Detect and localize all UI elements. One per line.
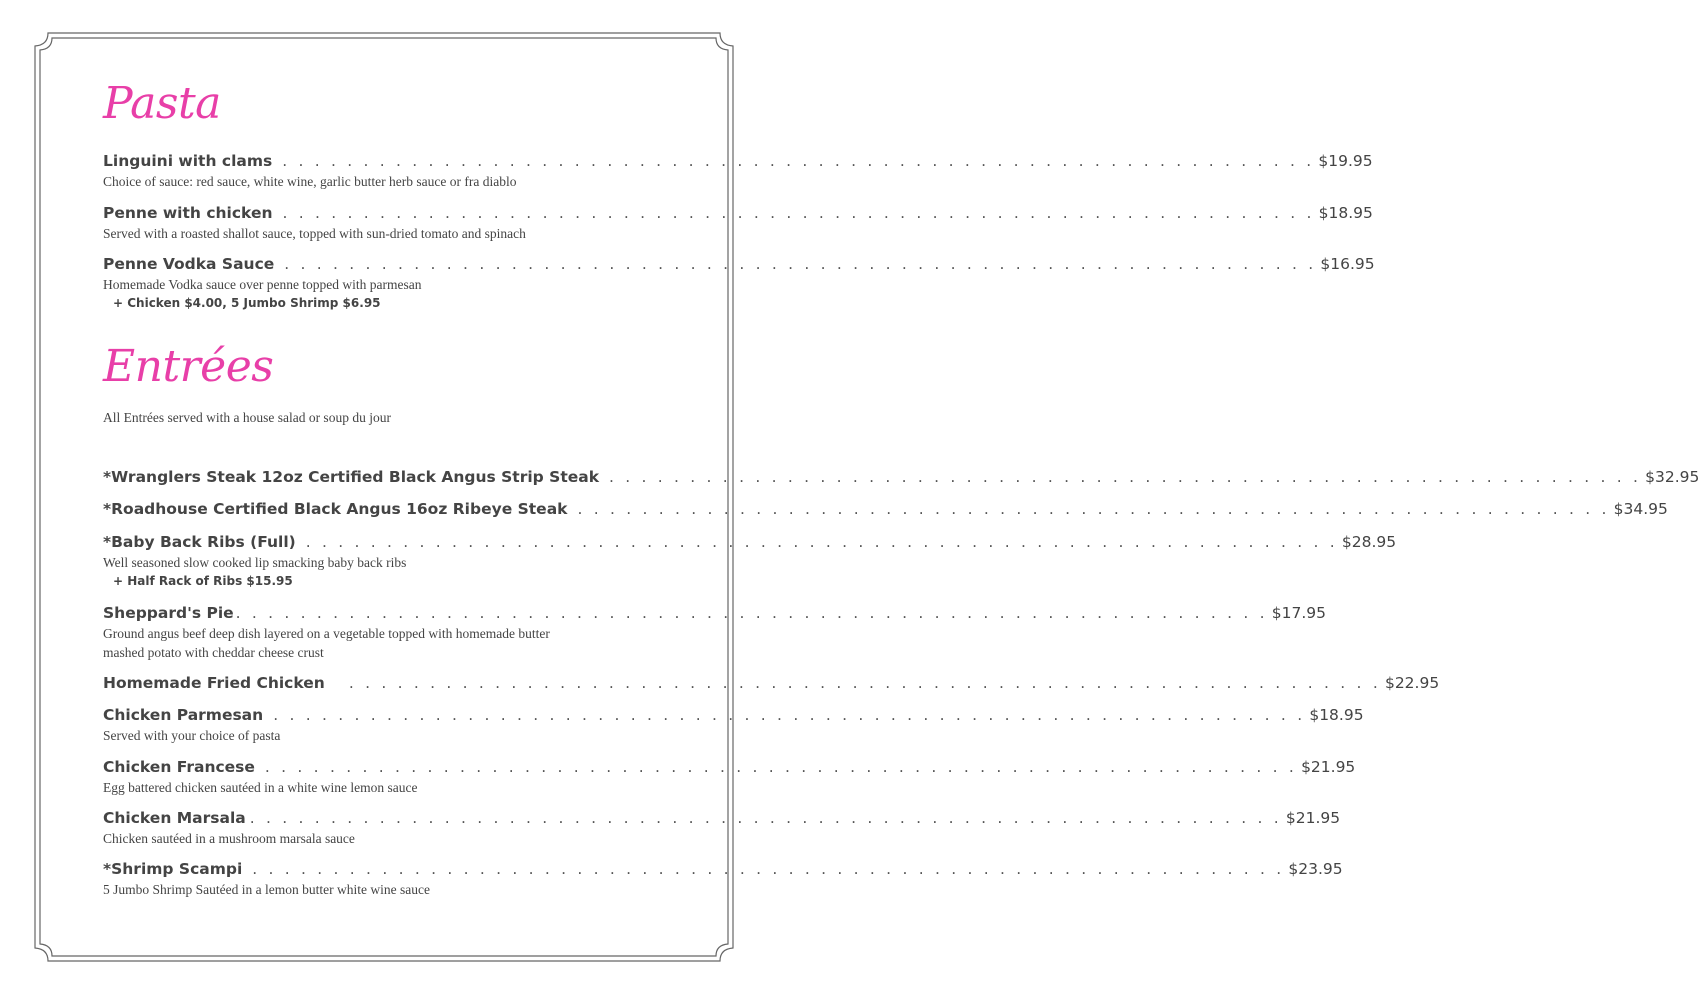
item-description-line-2: mashed potato with cheddar cheese crust	[103, 645, 324, 660]
menu-item	[103, 808, 1341, 848]
pasta-heading: Pasta	[103, 78, 221, 129]
item-price: $21.95	[1301, 758, 1356, 776]
menu-item	[103, 467, 1699, 487]
menu-item	[103, 705, 1364, 745]
menu-item	[103, 151, 1373, 191]
dot-leader: . . . . . . . . . . . . . . . . . . . . . . . . . . . . . . . . . . . . . . . . . . . . . . . . . . . . . . . . . . . . . . . .	[235, 604, 1268, 622]
item-description: Choice of sauce: red sauce, white wine, garlic butter herb sauce or fra diablo	[103, 174, 517, 189]
menu-item	[103, 859, 1343, 899]
item-name: *Shrimp Scampi	[103, 860, 243, 878]
dot-leader: . . . . . . . . . . . . . . . . . . . . . . . . . . . . . . . . . . . . . . . . . . . . . . . . . . . . . . . . . . . . . . . .	[577, 500, 1610, 518]
item-addon: + Chicken $4.00, 5 Jumbo Shrimp $6.95	[113, 296, 381, 310]
item-price: $34.95	[1613, 500, 1668, 518]
menu-item	[103, 254, 1375, 312]
menu-item	[103, 603, 1327, 662]
item-price: $18.95	[1318, 204, 1373, 222]
item-price: $19.95	[1318, 152, 1373, 170]
item-name: *Roadhouse Certified Black Angus 16oz Ribeye Steak	[103, 500, 568, 518]
menu-item	[103, 532, 1397, 590]
dot-leader: . . . . . . . . . . . . . . . . . . . . . . . . . . . . . . . . . . . . . . . . . . . . . . . . . . . . . . . . . . . . . . . .	[284, 255, 1317, 273]
item-name: Sheppard's Pie	[103, 604, 234, 622]
menu-item	[103, 757, 1356, 797]
item-price: $21.95	[1285, 809, 1341, 827]
item-description: Ground angus beef deep dish layered on a vegetable topped with homemade butter	[103, 626, 550, 641]
menu-item	[103, 203, 1373, 243]
dot-leader: . . . . . . . . . . . . . . . . . . . . . . . . . . . . . . . . . . . . . . . . . . . . . . . . . . . . . . . . . . . . . . . .	[252, 860, 1285, 878]
item-price: $22.95	[1384, 674, 1440, 692]
dot-leader: . . . . . . . . . . . . . . . . . . . . . . . . . . . . . . . . . . . . . . . . . . . . . . . . . . . . . . . . . . . . . . . .	[305, 533, 1338, 551]
item-name: Linguini with clams	[103, 152, 273, 170]
item-price: $17.95	[1271, 604, 1327, 622]
dot-leader: . . . . . . . . . . . . . . . . . . . . . . . . . . . . . . . . . . . . . . . . . . . . . . . . . . . . . . . . . . . . . . . .	[264, 758, 1298, 776]
item-price: $28.95	[1341, 533, 1397, 551]
item-price: $23.95	[1288, 860, 1343, 878]
item-name: Chicken Parmesan	[103, 706, 264, 724]
dot-leader: . . . . . . . . . . . . . . . . . . . . . . . . . . . . . . . . . . . . . . . . . . . . . . . . . . . . . . . . . . . . . . . .	[609, 468, 1642, 486]
dot-leader: . . . . . . . . . . . . . . . . . . . . . . . . . . . . . . . . . . . . . . . . . . . . . . . . . . . . . . . . . . . . . . . .	[348, 674, 1381, 692]
item-description: Served with a roasted shallot sauce, topped with sun-dried tomato and spinach	[103, 226, 526, 241]
item-description: Homemade Vodka sauce over penne topped with parmesan	[103, 277, 422, 292]
item-description: Well seasoned slow cooked lip smacking baby back ribs	[103, 555, 407, 570]
menu-item	[103, 499, 1668, 519]
item-addon: + Half Rack of Ribs $15.95	[113, 574, 293, 588]
item-description: Egg battered chicken sautéed in a white wine lemon sauce	[103, 780, 418, 795]
item-price: $18.95	[1309, 706, 1364, 724]
item-name: Penne Vodka Sauce	[103, 255, 275, 273]
item-name: Penne with chicken	[103, 204, 273, 222]
item-description: Served with your choice of pasta	[103, 728, 281, 743]
item-name: Homemade Fried Chicken	[103, 674, 325, 692]
entrees-note: All Entrées served with a house salad or soup du jour	[103, 410, 391, 425]
entrees-heading: Entrées	[103, 341, 274, 392]
item-name: *Baby Back Ribs (Full)	[103, 533, 296, 551]
menu-item	[103, 673, 1440, 693]
dot-leader: . . . . . . . . . . . . . . . . . . . . . . . . . . . . . . . . . . . . . . . . . . . . . . . . . . . . . . . . . . . . . . . .	[273, 706, 1306, 724]
item-name: Chicken Marsala	[103, 809, 246, 827]
dot-leader: . . . . . . . . . . . . . . . . . . . . . . . . . . . . . . . . . . . . . . . . . . . . . . . . . . . . . . . . . . . . . . . .	[282, 152, 1315, 170]
dot-leader: . . . . . . . . . . . . . . . . . . . . . . . . . . . . . . . . . . . . . . . . . . . . . . . . . . . . . . . . . . . . . . . .	[249, 809, 1282, 827]
item-name: Chicken Francese	[103, 758, 255, 776]
item-price: $16.95	[1320, 255, 1375, 273]
dot-leader: . . . . . . . . . . . . . . . . . . . . . . . . . . . . . . . . . . . . . . . . . . . . . . . . . . . . . . . . . . . . . . . .	[282, 204, 1315, 222]
item-description: 5 Jumbo Shrimp Sautéed in a lemon butter white wine sauce	[103, 882, 430, 897]
item-description: Chicken sautéed in a mushroom marsala sauce	[103, 831, 355, 846]
item-name: *Wranglers Steak 12oz Certified Black Angus Strip Steak	[103, 468, 600, 486]
item-price: $32.95	[1645, 468, 1699, 486]
